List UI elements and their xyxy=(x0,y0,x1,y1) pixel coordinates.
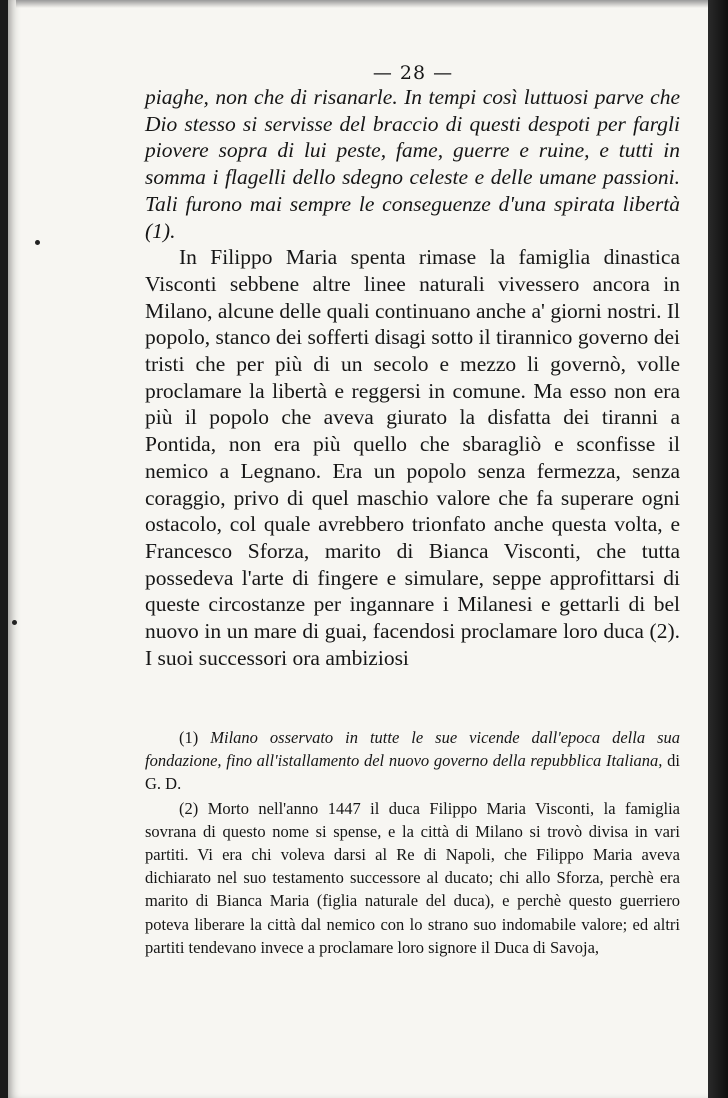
margin-speck xyxy=(12,620,17,625)
footnote-1-author: di G. D. xyxy=(145,751,681,794)
body-text xyxy=(145,84,680,671)
footnote-2 xyxy=(145,797,680,959)
book-page xyxy=(8,0,708,1098)
footnote-1 xyxy=(145,726,680,796)
margin-speck xyxy=(35,240,40,245)
book-edge xyxy=(708,0,728,1098)
main-paragraph: In Filippo Maria spenta rimase la famiglia dinastica Visconti sebbene altre linee naturali vivessero ancora in Milano, alcune delle quali continuano anche a' giorni nostri. Il popolo, stanco dei sofferti disagi sotto il tirannico governo dei tristi che per più di un secolo e mezzo li governò, volle proclamare la libertà e reggersi in comune. Ma esso non era più il popolo che aveva giurato la disfatta dei tiranni a Pontida, non era più quello che sbaragliò e sconfisse il nemico a Legnano. Era un popolo senza fermezza, senza coraggio, privo di quel maschio valore che fa superare ogni ostacolo, col quale avrebbero trionfato anche questa volta, e Francesco Sforza, marito di Bianca Visconti, che tutta possedeva l'arte di fingere e simulare, seppe approfittarsi di queste circostanze per ingannare i Milanesi e gettarli di bel nuovo in un mare di guai, facendosi proclamare loro duca (2). I suoi successori ora ambiziosi xyxy=(145,245,680,670)
footnote-1-title: Milano osservato in tutte le sue vicende dall'epoca della sua fondazione, fino all'istallamento del nuovo governo della repubblica Italiana, xyxy=(145,728,681,771)
footnote-1-mark: (1) xyxy=(179,728,199,747)
footnote-2-mark: (2) xyxy=(179,798,199,818)
footnotes xyxy=(145,726,680,960)
continuation-paragraph: piaghe, non che di risanarle. In tempi così luttuosi parve che Dio stesso si servisse del braccio di questi despoti per fargli piovere sopra di lui peste, fame, guerre e ruine, e tutti in somma i flagelli dello sdegno celeste e delle umane passioni. Tali furono mai sempre le conseguenze d'una spirata libertà (1). xyxy=(145,85,680,243)
footnote-2-text: Morto nell'anno 1447 il duca Filippo Maria Visconti, la famiglia sovrana di questo nome si spense, e la città di Milano si trovò divisa in vari partiti. Vi era chi voleva darsi al Re di Napoli, che Filippo Maria aveva dichiarato nel suo testamento successore al ducato; chi allo Sforza, perchè era marito di Bianca Maria (figlia naturale del duca), e perchè questo guerriero poteva liberare la città dal nemico con lo strano suo indomabile valore; ed altri partiti tendevano invece a proclamare loro signore il Duca di Savoja, xyxy=(145,798,680,957)
page-top-shadow xyxy=(16,0,716,8)
page-number: — 28 — xyxy=(372,62,454,84)
